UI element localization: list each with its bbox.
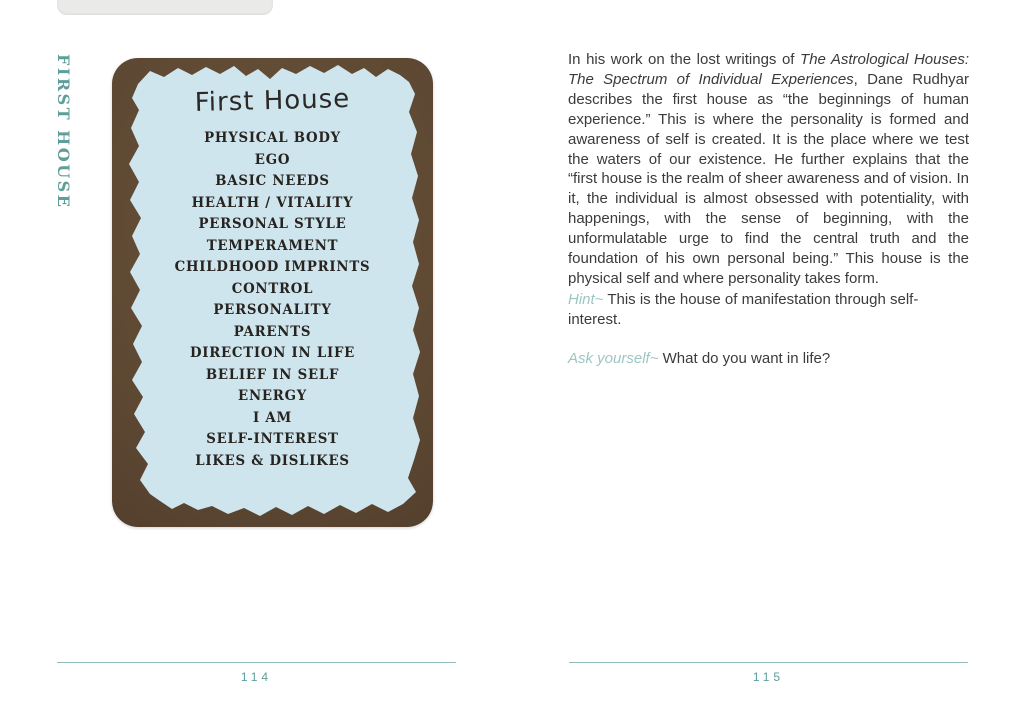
card-keyword: PERSONALITY	[213, 302, 332, 318]
ask-yourself-label: Ask yourself~	[568, 350, 659, 367]
card-keyword: I AM	[253, 409, 292, 426]
page-number-left: 114	[240, 670, 273, 684]
first-house-card	[112, 58, 433, 527]
card-keyword: PERSONAL STYLE	[198, 216, 347, 232]
footer-rule-right	[569, 662, 968, 663]
page-number-right: 115	[752, 670, 785, 684]
card-keyword: SELF-INTEREST	[206, 431, 339, 447]
card-keyword: PARENTS	[233, 323, 312, 340]
card-keyword: HEALTH / VITALITY	[191, 194, 354, 211]
card-keyword: PHYSICAL BODY	[204, 130, 341, 146]
card-keyword: CONTROL	[231, 280, 314, 297]
card-keyword: LIKES & DISLIKES	[195, 452, 350, 469]
card-keyword: TEMPERAMENT	[206, 237, 339, 254]
hint-paragraph	[568, 290, 969, 330]
ask-yourself-paragraph	[568, 349, 969, 369]
card-title: First House	[194, 83, 351, 119]
chapter-side-label: FIRST HOUSE	[54, 54, 73, 210]
card-content	[112, 58, 433, 527]
footer-rule-left	[57, 662, 456, 663]
card-keyword: BELIEF IN SELF	[205, 366, 340, 383]
previous-card-remnant	[57, 0, 273, 15]
card-keyword: ENERGY	[238, 388, 307, 404]
card-keyword: DIRECTION IN LIFE	[189, 345, 356, 361]
hint-label: Hint~	[568, 291, 604, 308]
card-keyword: BASIC NEEDS	[215, 173, 330, 189]
hint-text: This is the house of manifestation through self-interest.	[568, 291, 919, 328]
card-keyword: CHILDHOOD IMPRINTS	[174, 259, 371, 275]
intro-paragraph: In his work on the lost writings of The Astrological Houses: The Spectrum of Individual Experiences, Dane Rudhyar describes the first house as “the beginnings of human experience.” This is where the personality is formed and awareness of self is created. It is the place where we test the waters of our existence. He further explains that the “first house is the realm of sheer awareness and of vision. In it, the individual is almost obsessed with potentiality, with happenings, with the sense of beginning, with the unformulatable urge to find the central truth and the foundation of his own personal being.” This house is the physical self and where personality takes form.	[568, 51, 969, 287]
ask-yourself-text: What do you want in life?	[658, 350, 831, 367]
card-keyword: EGO	[254, 151, 291, 168]
card-keyword-list	[112, 128, 433, 472]
